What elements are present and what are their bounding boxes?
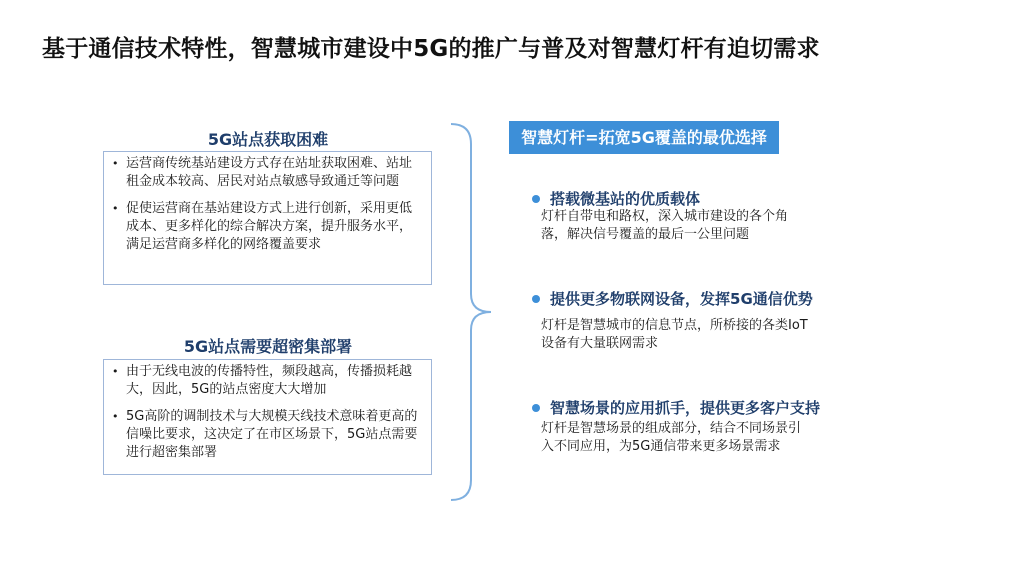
- bullet-item: [112, 155, 421, 191]
- benefit-title-iot: [532, 288, 813, 309]
- benefit-title-smart-scenes: [532, 397, 820, 418]
- bullet-text: 运营商传统基站建设方式存在站址获取困难、站址租金成本较高、居民对站点敏感导致通迁等问题: [126, 156, 413, 189]
- benefit-title-text: 搭载微基站的优质载体: [550, 190, 701, 208]
- bullet-item: [112, 200, 421, 254]
- benefit-title-text: 提供更多物联网设备，发挥5G通信优势: [550, 290, 813, 308]
- benefit-title-text: 智慧场景的应用抓手，提供更多客户支持: [550, 399, 821, 417]
- benefit-title-micro-station: [532, 188, 700, 209]
- bullet-dot: •: [112, 202, 119, 215]
- bullet-item: [112, 408, 421, 462]
- benefit-desc-smart-scenes: 灯杆是智慧场景的组成部分，结合不同场景引入不同应用，为5G通信带来更多场景需求: [541, 421, 802, 454]
- bullet-marker-icon: [532, 404, 540, 412]
- benefit-desc-micro-station: 灯杆自带电和路权，深入城市建设的各个角落，解决信号覆盖的最后一公里问题: [541, 209, 789, 242]
- section-box-site-acquisition: [103, 151, 432, 285]
- bullet-text: 由于无线电波的传播特性，频段越高，传播损耗越大，因此，5G的站点密度大大增加: [126, 364, 413, 397]
- benefit-desc-iot: 灯杆是智慧城市的信息节点，所桥接的各类IoT设备有大量联网需求: [541, 318, 808, 351]
- bullet-text: 5G高阶的调制技术与大规模天线技术意味着更高的信噪比要求，这决定了在市区场景下，5G站点需要进行超密集部署: [126, 409, 418, 460]
- conclusion-banner: 智慧灯杆=拓宽5G覆盖的最优选择: [509, 121, 779, 154]
- bullet-dot: •: [112, 410, 119, 423]
- bullet-dot: •: [112, 157, 119, 170]
- bullet-text: 促使运营商在基站建设方式上进行创新，采用更低成本、更多样化的综合解决方案，提升服务水平，满足运营商多样化的网络覆盖要求: [126, 201, 413, 252]
- bullet-dot: •: [112, 365, 119, 378]
- section-heading-dense-deployment: 5G站点需要超密集部署: [183, 337, 353, 356]
- slide-title: 基于通信技术特性，智慧城市建设中5G的推广与普及对智慧灯杆有迫切需求: [42, 36, 820, 62]
- bullet-marker-icon: [532, 195, 540, 203]
- bullet-item: [112, 363, 421, 399]
- section-heading-site-acquisition: 5G站点获取困难: [207, 130, 329, 149]
- bullet-marker-icon: [532, 295, 540, 303]
- curly-brace-divider: [445, 122, 505, 502]
- section-box-dense-deployment: [103, 359, 432, 475]
